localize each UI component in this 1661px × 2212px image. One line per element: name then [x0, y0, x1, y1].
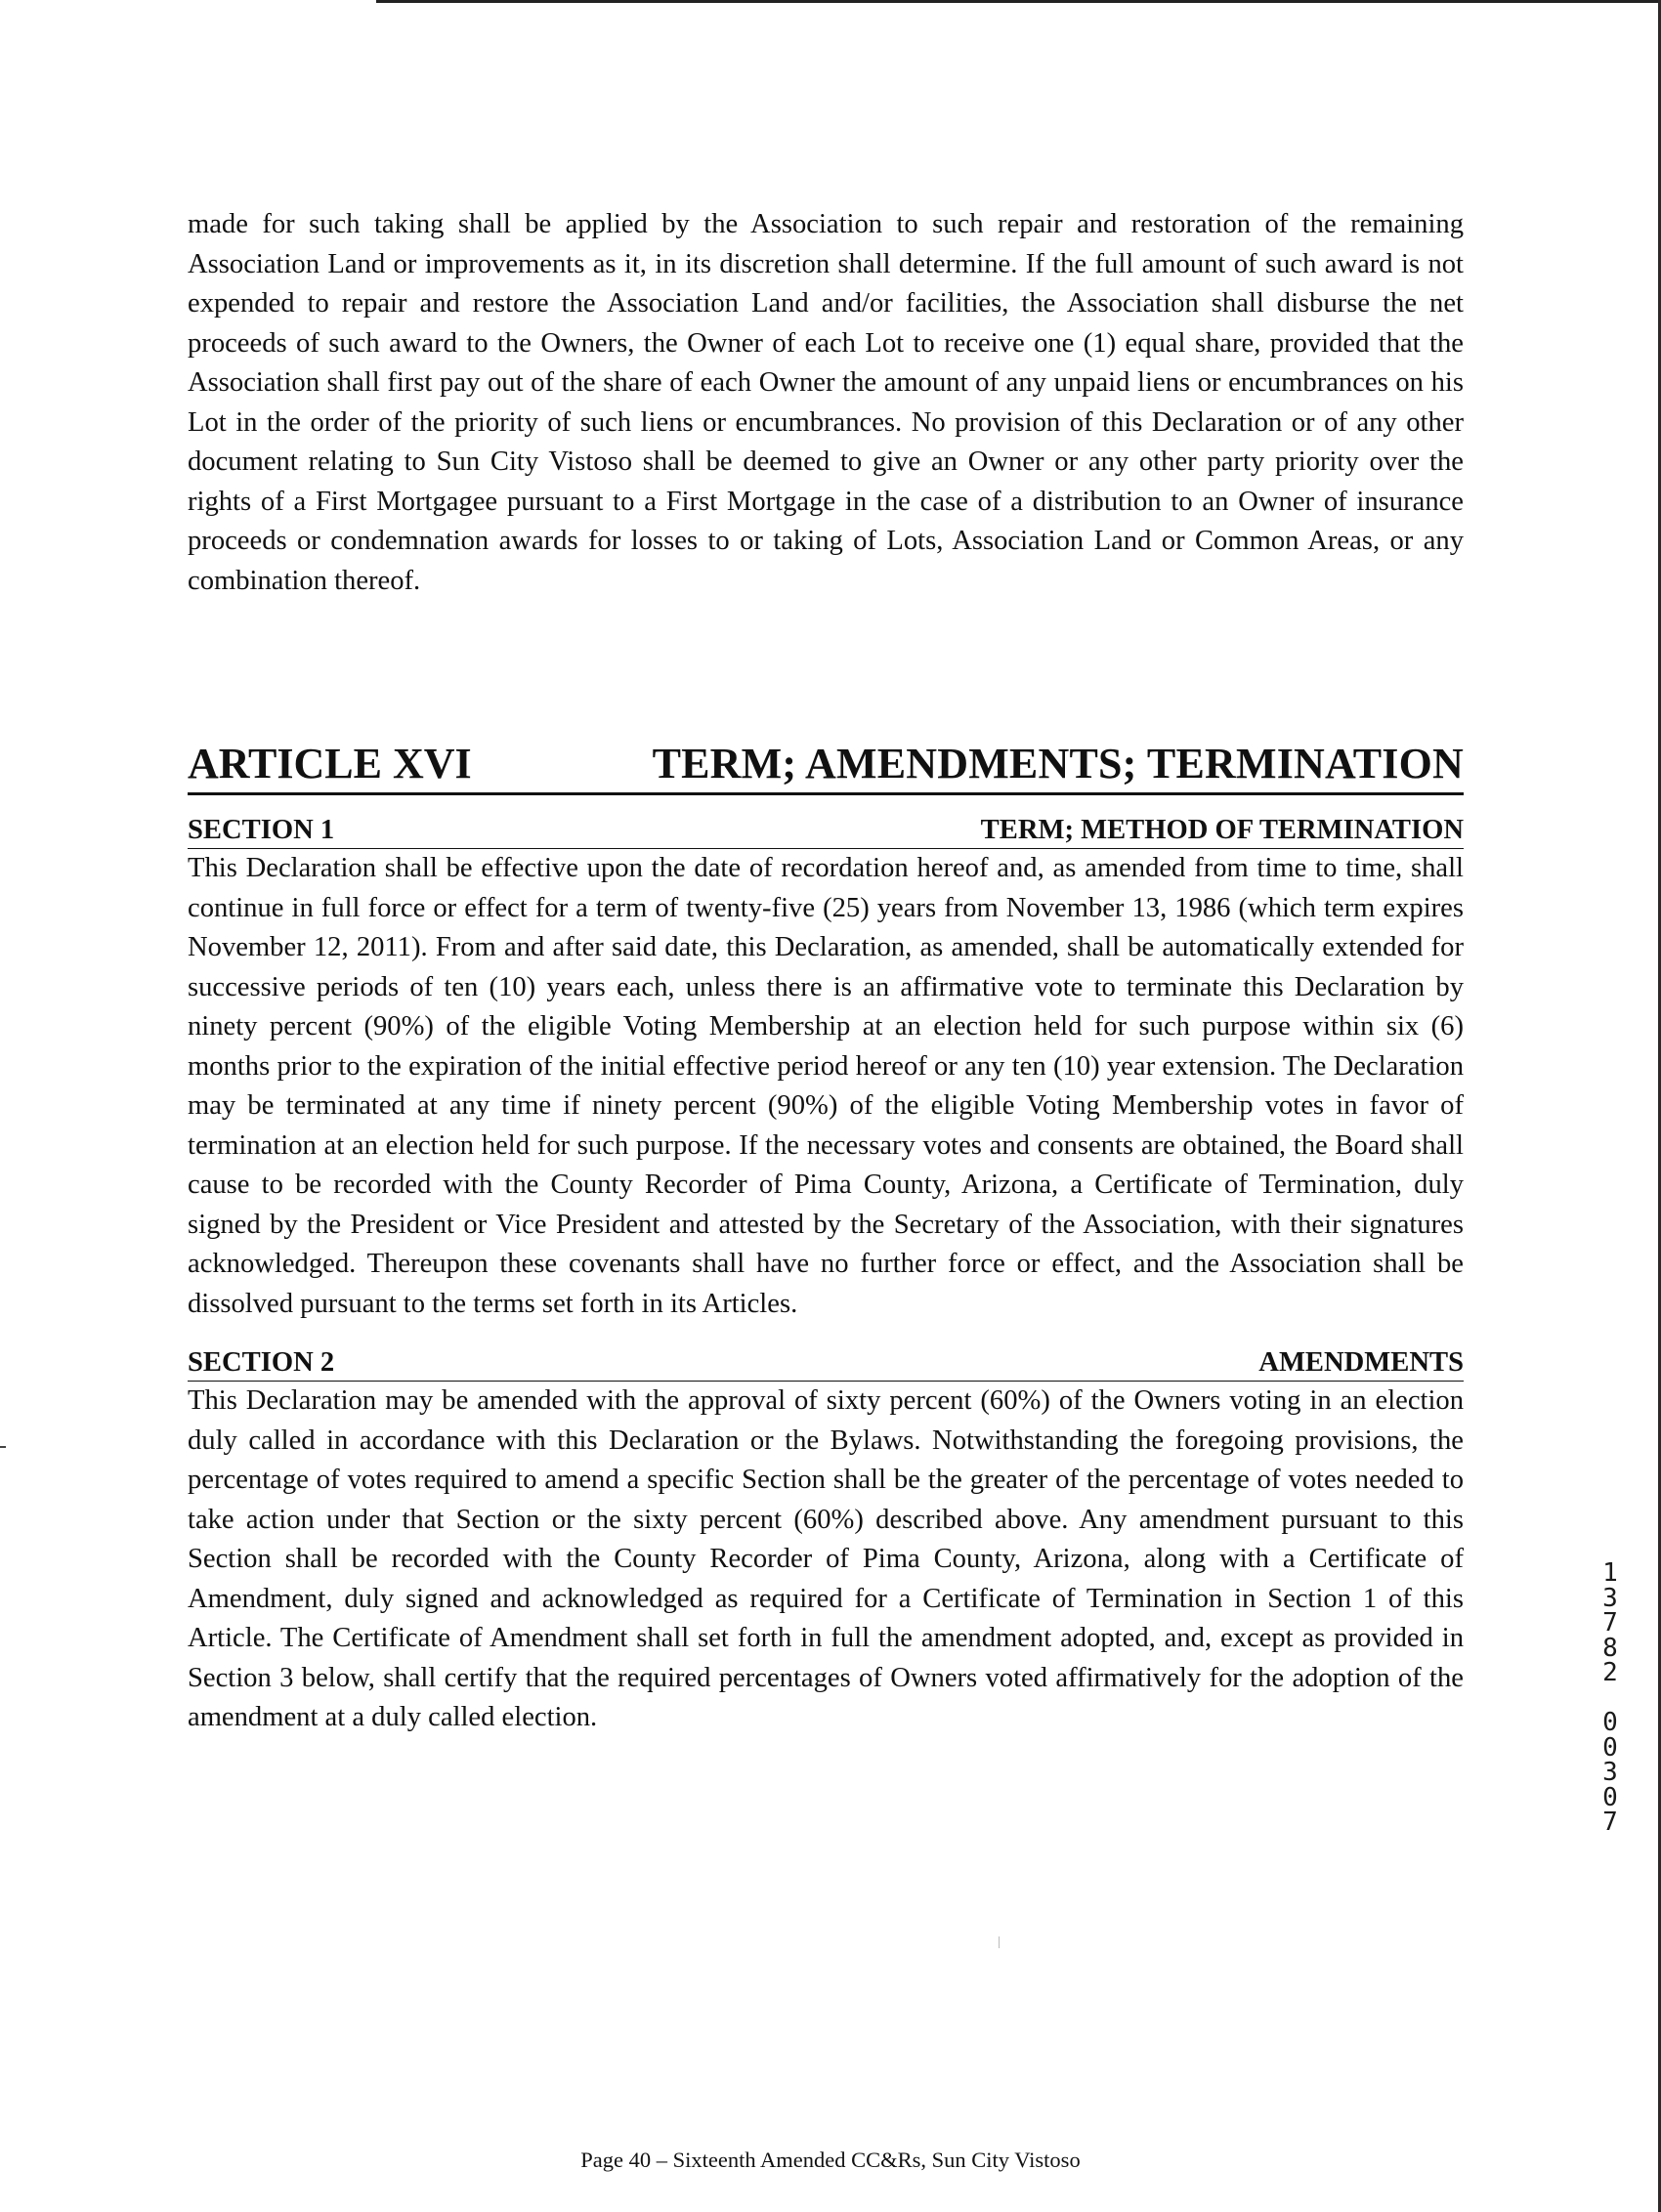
section-1-body: This Declaration shall be effective upon the date of recordation hereof and, as amended from time to time, shall continue in full force or effect for a term of twenty-five (25) years from November 13, 1986 (which term expires November 12, 2011). From and after said date, this Declaration, as amended, shall be automatically extended for successive periods of ten (10) years each, unless there is an affirmative vote to terminate this Declaration by ninety percent (90%) of the eligible Voting Membership at an election held for such purpose within six (6) months prior to the expiration of the initial effective period hereof or any ten (10) year extension. The Declaration may be terminated at any time if ninety percent (90%) of the eligible Voting Membership votes in favor of termination at an election held for such purpose. If the necessary votes and consents are obtained, the Board shall cause to be recorded with the County Recorder of Pima County, Arizona, a Certificate of Termination, duly signed by the President or Vice President and attested by the Secretary of the Association, with their signatures acknowledged. Thereupon these covenants shall have no further force or effect, and the Association shall be dissolved pursuant to the terms set forth in its Articles. — [188, 853, 1464, 1319]
section-2-body: This Declaration may be amended with the approval of sixty percent (60%) of the Owners voting in an election duly called in accordance with this Declaration or the Bylaws. Notwithstanding the foregoing provisions, the percentage of votes required to amend a specific Section shall be the greater of the percentage of votes needed to take action under that Section or the sixty percent (60%) described above. Any amendment pursuant to this Section shall be recorded with the County Recorder of Pima County, Arizona, along with a Certificate of Amendment, duly signed and acknowledged as required for a Certificate of Termination in Section 1 of this Article. The Certificate of Amendment shall set forth in full the amendment adopted, and, except as provided in Section 3 below, shall certify that the required percentages of Owners voted affirmatively for the adoption of the amendment at a duly called election. — [188, 1385, 1464, 1732]
section-1-heading — [188, 813, 1464, 849]
scan-left-mark — [0, 1446, 6, 1448]
section-1-title: TERM; METHOD OF TERMINATION — [980, 815, 1464, 845]
page-content — [188, 205, 1464, 1738]
page-footer: Page 40 – Sixteenth Amended CC&Rs, Sun City Vistoso — [580, 2148, 1081, 2172]
scan-speck — [999, 1936, 1000, 1948]
continuation-paragraph: made for such taking shall be applied by the Association to such repair and restoration of the remaining Association Land or improvements as it, in its discretion shall determine. If the full amount of such award is not expended to repair and restore the Association Land and/or facilities, the Association shall disburse the net proceeds of such award to the Owners, the Owner of each Lot to receive one (1) equal share, provided that the Association shall first pay out of the share of each Owner the amount of any unpaid liens or encumbrances on his Lot in the order of the priority of such liens or encumbrances. No provision of this Declaration or of any other document relating to Sun City Vistoso shall be deemed to give an Owner or any other party priority over the rights of a First Mortgagee pursuant to a First Mortgage in the case of a distribution to an Owner of insurance proceeds or condemnation awards for losses to or taking of Lots, Association Land or Common Areas, or any combination thereof. — [188, 209, 1464, 596]
article-title: TERM; AMENDMENTS; TERMINATION — [652, 740, 1464, 787]
margin-recording-stamp: 1 3 7 8 2 0 0 3 0 7 — [1602, 1558, 1618, 1837]
article-heading — [188, 740, 1464, 795]
section-2-title: AMENDMENTS — [1258, 1347, 1464, 1378]
section-2-heading — [188, 1345, 1464, 1382]
scan-top-edge — [376, 0, 1661, 3]
section-2-label: SECTION 2 — [188, 1347, 335, 1378]
section-1-label: SECTION 1 — [188, 815, 335, 845]
article-number: ARTICLE XVI — [188, 740, 472, 787]
